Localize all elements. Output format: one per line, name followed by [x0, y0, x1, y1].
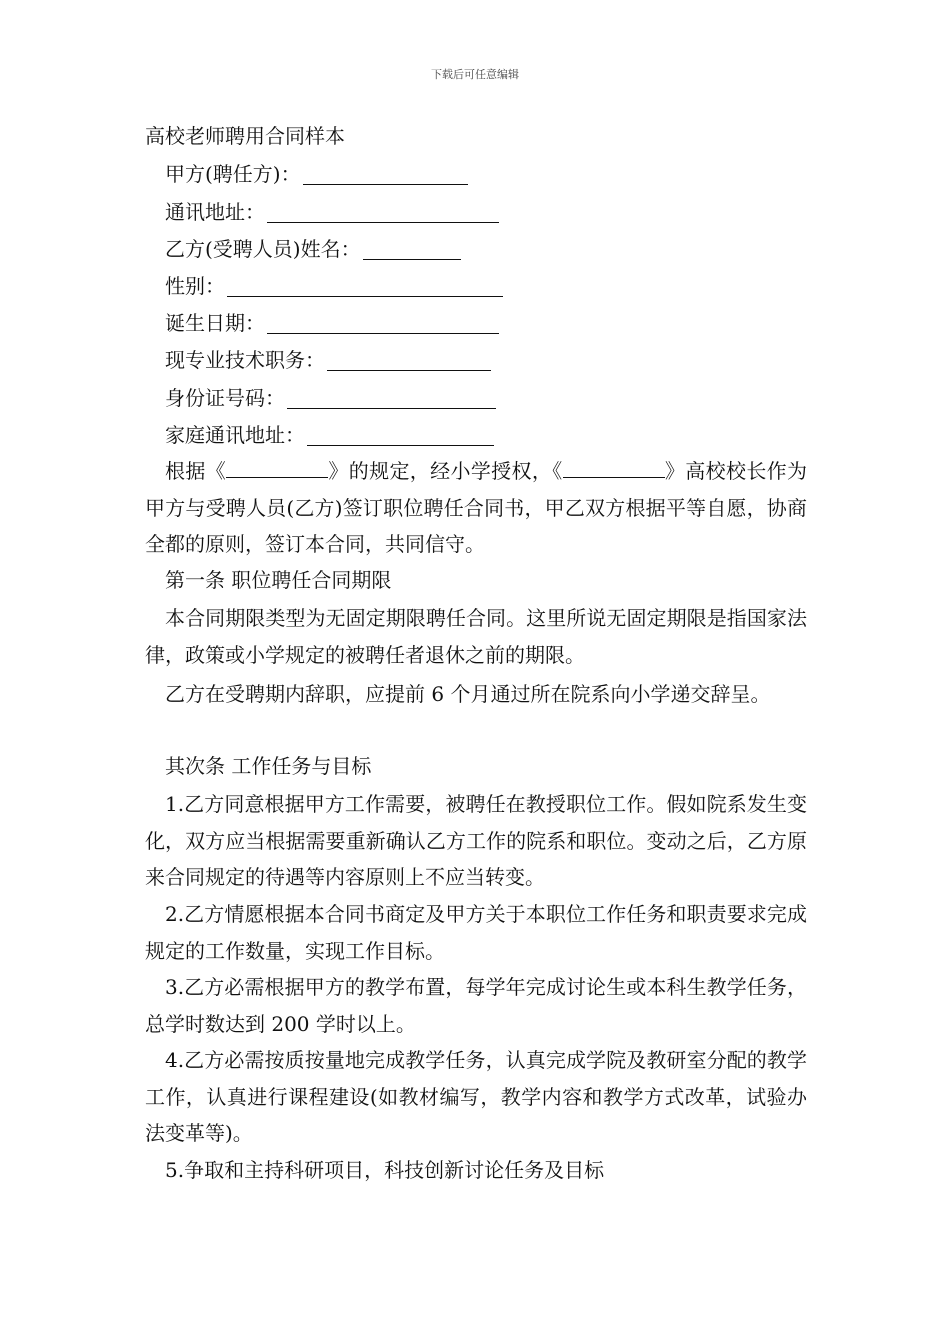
- intro-blank-2: [563, 455, 665, 478]
- article-1-paragraph-2: 乙方在受聘期内辞职，应提前 6 个月通过所在院系向小学递交辞呈。: [165, 682, 771, 706]
- intro-text-3: 》高校校长作为甲方与受聘人员(乙方)签订职位聘任合同书，甲乙双方根据平等自愿，协商全都的原则，签订本合同，共同信守。: [145, 459, 808, 556]
- party-a-blank: [303, 160, 468, 185]
- party-a-label: 甲方(聘任方)：: [165, 162, 301, 186]
- birth-date-field: [165, 309, 499, 337]
- intro-text-2: 》的规定，经小学授权，《: [328, 459, 563, 483]
- id-number-field: [165, 384, 496, 412]
- article-2-item-2: 2.乙方情愿根据本合同书商定及甲方关于本职位工作任务和职责要求完成规定的工作数量，实现工作目标。: [145, 902, 807, 963]
- title-position-blank: [327, 346, 491, 371]
- gender-field: [165, 272, 503, 300]
- article-2-heading: 其次条 工作任务与目标: [165, 754, 372, 778]
- gender-blank: [227, 272, 503, 297]
- id-number-label: 身份证号码：: [165, 386, 285, 410]
- intro-text-1: 根据《: [165, 459, 227, 483]
- intro-blank-1: [226, 455, 328, 478]
- article-2-item-4: 4.乙方必需按质按量地完成教学任务，认真完成学院及教研室分配的教学工作，认真进行课程建设(如教材编写，教学内容和教学方式改革，试验办法变革等)。: [145, 1048, 807, 1145]
- birth-date-blank: [267, 309, 499, 334]
- title-position-field: [165, 346, 491, 374]
- home-address-field: [165, 421, 494, 449]
- article-2-item-5: 5.争取和主持科研项目，科技创新讨论任务及目标: [165, 1158, 605, 1182]
- party-b-name-field: [165, 235, 461, 263]
- article-1-heading: 第一条 职位聘任合同期限: [165, 568, 392, 592]
- party-b-name-blank: [363, 235, 461, 260]
- title-position-label: 现专业技术职务：: [165, 348, 325, 372]
- address-blank: [267, 198, 499, 223]
- address-field: [165, 198, 499, 226]
- id-number-blank: [287, 384, 496, 409]
- home-address-blank: [307, 421, 494, 446]
- article-2-item-1: 1.乙方同意根据甲方工作需要，被聘任在教授职位工作。假如院系发生变化，双方应当根据需要重新确认乙方工作的院系和职位。变动之后，乙方原来合同规定的待遇等内容原则上不应当转变。: [145, 792, 807, 889]
- address-label: 通讯地址：: [165, 200, 265, 224]
- party-a-field: [165, 160, 468, 188]
- birth-date-label: 诞生日期：: [165, 311, 265, 335]
- home-address-label: 家庭通讯地址：: [165, 423, 305, 447]
- party-b-name-label: 乙方(受聘人员)姓名：: [165, 237, 361, 261]
- document-title: 高校老师聘用合同样本: [145, 124, 345, 148]
- article-1-paragraph-1: 本合同期限类型为无固定期限聘任合同。这里所说无固定期限是指国家法律，政策或小学规定的被聘任者退休之前的期限。: [145, 606, 807, 667]
- page-header-note: 下载后可任意编辑: [431, 68, 519, 81]
- intro-paragraph: [145, 453, 807, 563]
- article-2-item-3: 3.乙方必需根据甲方的教学布置，每学年完成讨论生或本科生教学任务，总学时数达到 200 学时以上。: [145, 975, 807, 1036]
- gender-label: 性别：: [165, 274, 225, 298]
